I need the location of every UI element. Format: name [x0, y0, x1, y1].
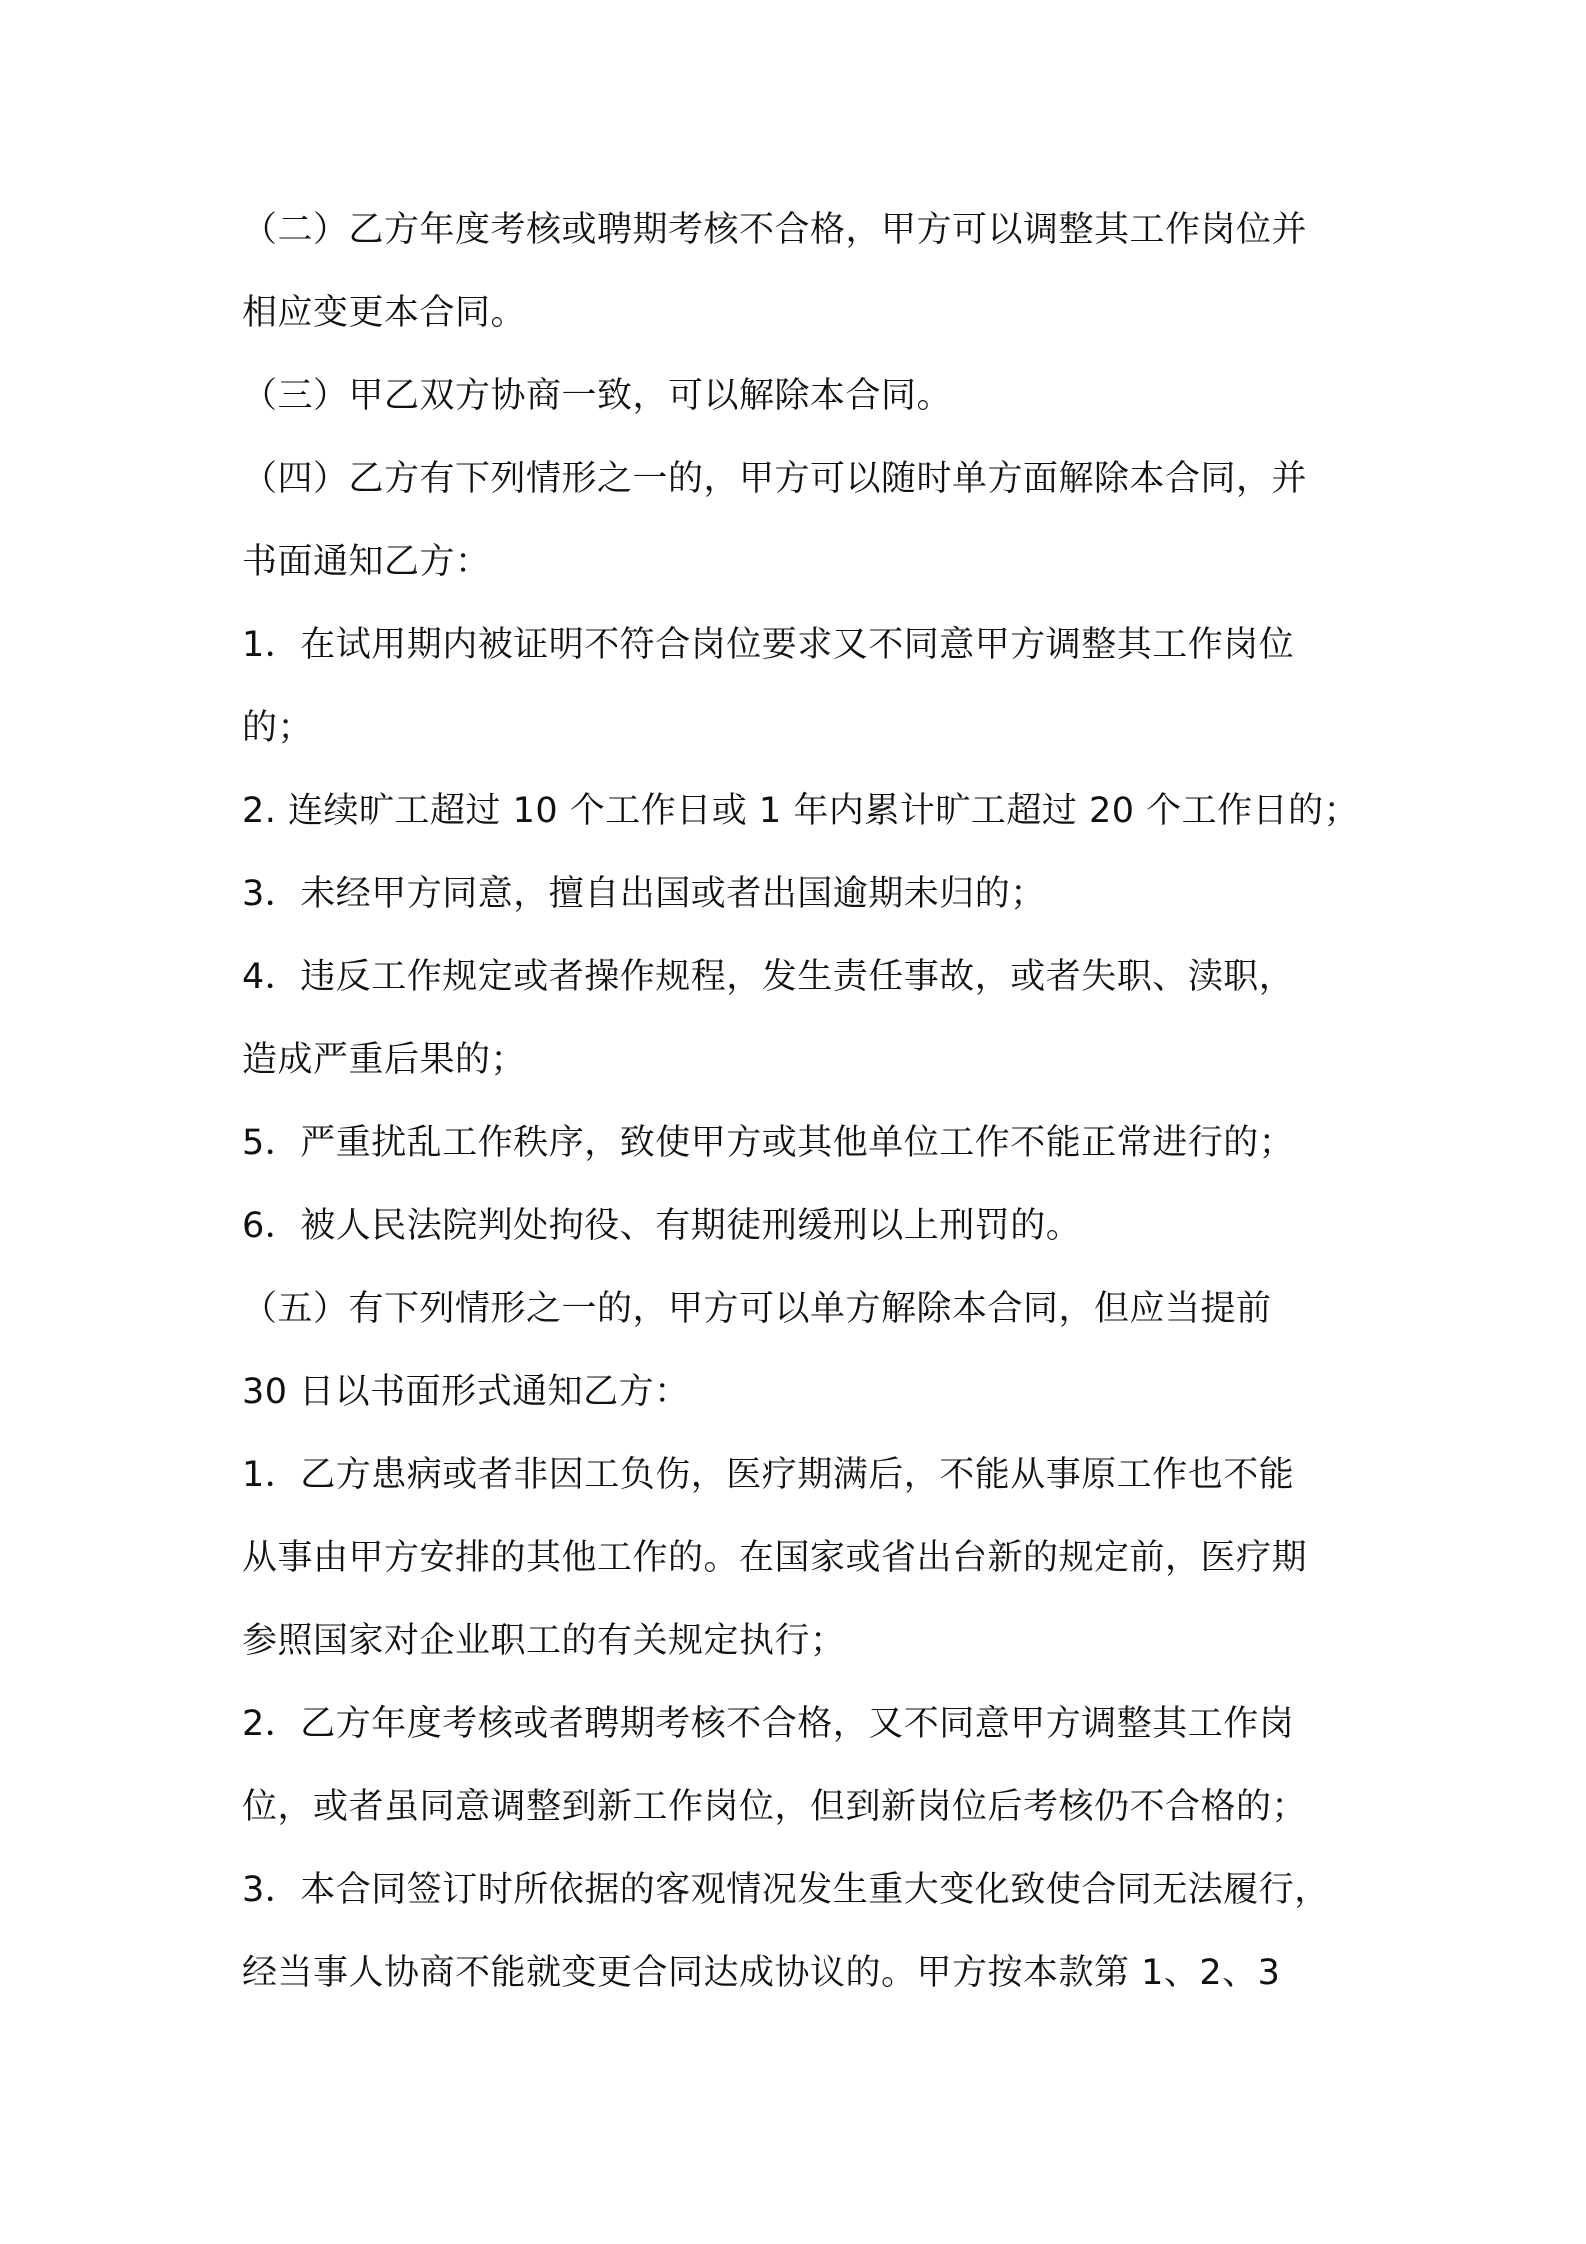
text-line: 3．未经甲方同意，擅自出国或者出国逾期未归的；: [242, 874, 1046, 914]
text-line: 1．在试用期内被证明不符合岗位要求又不同意甲方调整其工作岗位: [242, 625, 1295, 665]
text-line: 30 日以书面形式通知乙方：: [242, 1372, 690, 1412]
text-line: 的；: [242, 708, 314, 748]
text-line: （五）有下列情形之一的，甲方可以单方解除本合同，但应当提前: [242, 1289, 1272, 1329]
text-line: 4．违反工作规定或者操作规程，发生责任事故，或者失职、渎职，: [242, 957, 1295, 997]
text-line: 2．乙方年度考核或者聘期考核不合格，又不同意甲方调整其工作岗: [242, 1704, 1295, 1744]
text-line: 5．严重扰乱工作秩序，致使甲方或其他单位工作不能正常进行的；: [242, 1123, 1295, 1163]
text-line: 位，或者虽同意调整到新工作岗位，但到新岗位后考核仍不合格的；: [242, 1787, 1308, 1827]
text-line: 2. 连续旷工超过 10 个工作日或 1 年内累计旷工超过 20 个工作日的；: [242, 791, 1360, 831]
text-line: （二）乙方年度考核或聘期考核不合格，甲方可以调整其工作岗位并: [242, 210, 1308, 250]
text-line: 相应变更本合同。: [242, 293, 527, 333]
text-line: 书面通知乙方：: [242, 542, 491, 582]
text-line: 经当事人协商不能就变更合同达成协议的。甲方按本款第 1、2、3: [242, 1953, 1281, 1993]
text-line: 6．被人民法院判处拘役、有期徒刑缓刑以上刑罚的。: [242, 1206, 1082, 1246]
text-line: 造成严重后果的；: [242, 1040, 527, 1080]
text-line: （三）甲乙双方协商一致，可以解除本合同。: [242, 376, 953, 416]
text-line: 从事由甲方安排的其他工作的。在国家或省出台新的规定前，医疗期: [242, 1538, 1308, 1578]
text-line: 1．乙方患病或者非因工负伤，医疗期满后，不能从事原工作也不能: [242, 1455, 1295, 1495]
text-line: （四）乙方有下列情形之一的，甲方可以随时单方面解除本合同，并: [242, 459, 1308, 499]
text-line: 3．本合同签订时所依据的客观情况发生重大变化致使合同无法履行，: [242, 1870, 1330, 1910]
text-line: 参照国家对企业职工的有关规定执行；: [242, 1621, 846, 1661]
